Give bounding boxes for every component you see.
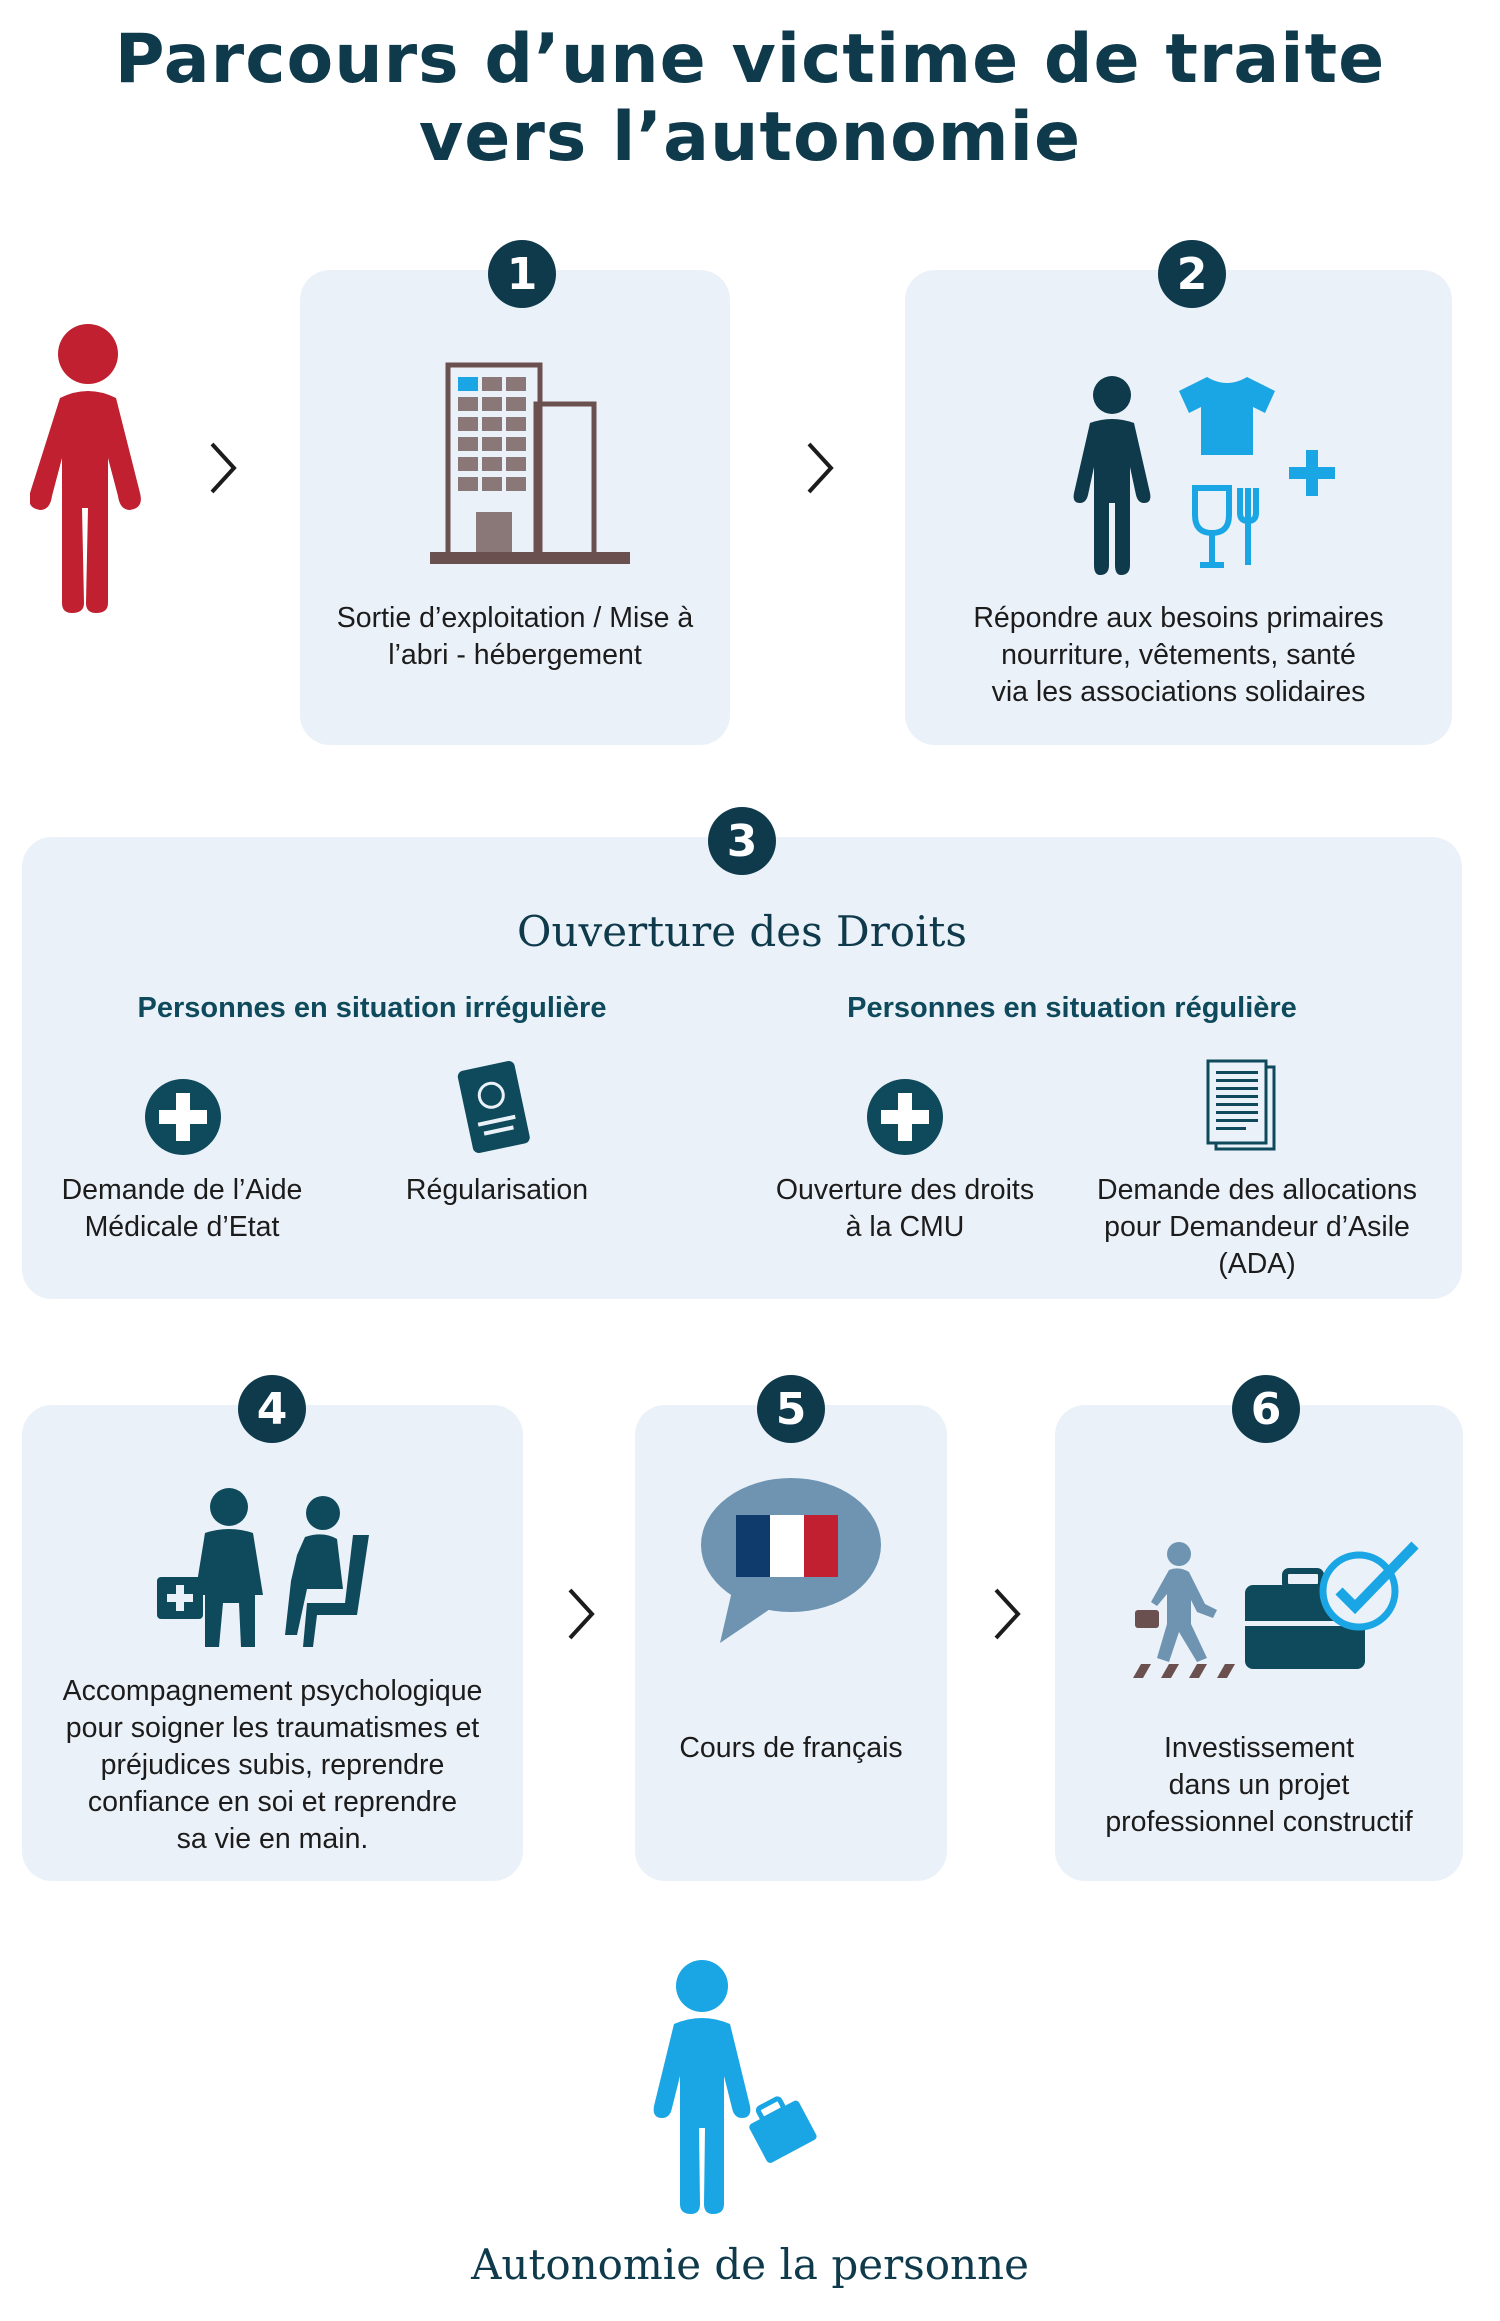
step-1-badge: 1: [488, 240, 556, 308]
medical-plus-icon: [865, 1077, 945, 1157]
step-1-text-line1: Sortie d’exploitation / Mise à: [336, 602, 694, 634]
french-flag-speech-icon: [698, 1475, 884, 1645]
irregular-heading: Personnes en situation irrégulière: [137, 992, 607, 1024]
step-2-text-line3: via les associations solidaires: [991, 676, 1366, 708]
regular-heading: Personnes en situation régulière: [847, 992, 1297, 1024]
tshirt-icon: [1177, 375, 1277, 455]
step-4-card: [22, 1405, 523, 1881]
victim-person-icon: [30, 318, 150, 613]
ada-text-line2: pour Demandeur d’Asile: [1104, 1211, 1410, 1243]
outcome-label: Autonomie de la personne: [471, 2240, 1029, 2289]
briefcase-check-icon: [1241, 1535, 1419, 1675]
step-5-card: [635, 1405, 947, 1881]
ada-text-line3: (ADA): [1218, 1248, 1296, 1280]
step-4-text-line1: Accompagnement psychologique: [62, 1675, 483, 1707]
step-4-text-line5: sa vie en main.: [176, 1823, 369, 1855]
person-briefcase-icon: [650, 1958, 820, 2216]
step-4-badge: 4: [238, 1375, 306, 1443]
step-6-text-line2: dans un projet: [1168, 1769, 1350, 1801]
psychologist-icon: [157, 1485, 397, 1650]
page-title-line1: Parcours d’une victime de traite: [114, 20, 1386, 99]
step-6-text-line3: professionnel constructif: [1105, 1806, 1413, 1838]
regularisation-text: Régularisation: [405, 1174, 589, 1206]
step-4-text-line4: confiance en soi et reprendre: [87, 1786, 458, 1818]
medical-plus-icon: [143, 1077, 223, 1157]
walking-person-icon: [1127, 1540, 1237, 1678]
ada-text-line1: Demande des allocations: [1096, 1174, 1418, 1206]
chevron-right-icon: [566, 1586, 596, 1642]
documents-icon: [1202, 1059, 1282, 1157]
step-1-text-line2: l’abri - hébergement: [388, 639, 642, 671]
ame-text-line1: Demande de l’Aide: [61, 1174, 303, 1206]
cmu-text-line1: Ouverture des droits: [775, 1174, 1035, 1206]
ame-text-line2: Médicale d’Etat: [84, 1211, 280, 1243]
step-3-card: [22, 837, 1462, 1299]
building-icon: [430, 362, 630, 567]
step-2-card: [905, 270, 1452, 745]
rights-section-title: Ouverture des Droits: [517, 907, 967, 956]
step-5-text: Cours de français: [679, 1732, 903, 1764]
step-4-text-line3: préjudices subis, reprendre: [100, 1749, 445, 1781]
chevron-right-icon: [992, 1586, 1022, 1642]
page-title-line2: vers l’autonomie: [418, 98, 1082, 177]
passport-icon: [455, 1059, 533, 1157]
step-2-text-line1: Répondre aux besoins primaires: [973, 602, 1384, 634]
step-6-text-line1: Investissement: [1163, 1732, 1355, 1764]
plus-icon: [1287, 448, 1337, 498]
cmu-text-line2: à la CMU: [845, 1211, 965, 1243]
cutlery-icon: [1190, 485, 1270, 570]
step-2-badge: 2: [1158, 240, 1226, 308]
step-3-badge: 3: [708, 807, 776, 875]
step-5-badge: 5: [757, 1375, 825, 1443]
step-2-text-line2: nourriture, vêtements, santé: [1001, 639, 1356, 671]
step-6-badge: 6: [1232, 1375, 1300, 1443]
step-1-card: [300, 270, 730, 745]
step-4-text-line2: pour soigner les traumatismes et: [65, 1712, 480, 1744]
step-6-card: [1055, 1405, 1463, 1881]
person-icon: [1070, 375, 1155, 575]
chevron-right-icon: [805, 440, 835, 496]
chevron-right-icon: [208, 440, 238, 496]
